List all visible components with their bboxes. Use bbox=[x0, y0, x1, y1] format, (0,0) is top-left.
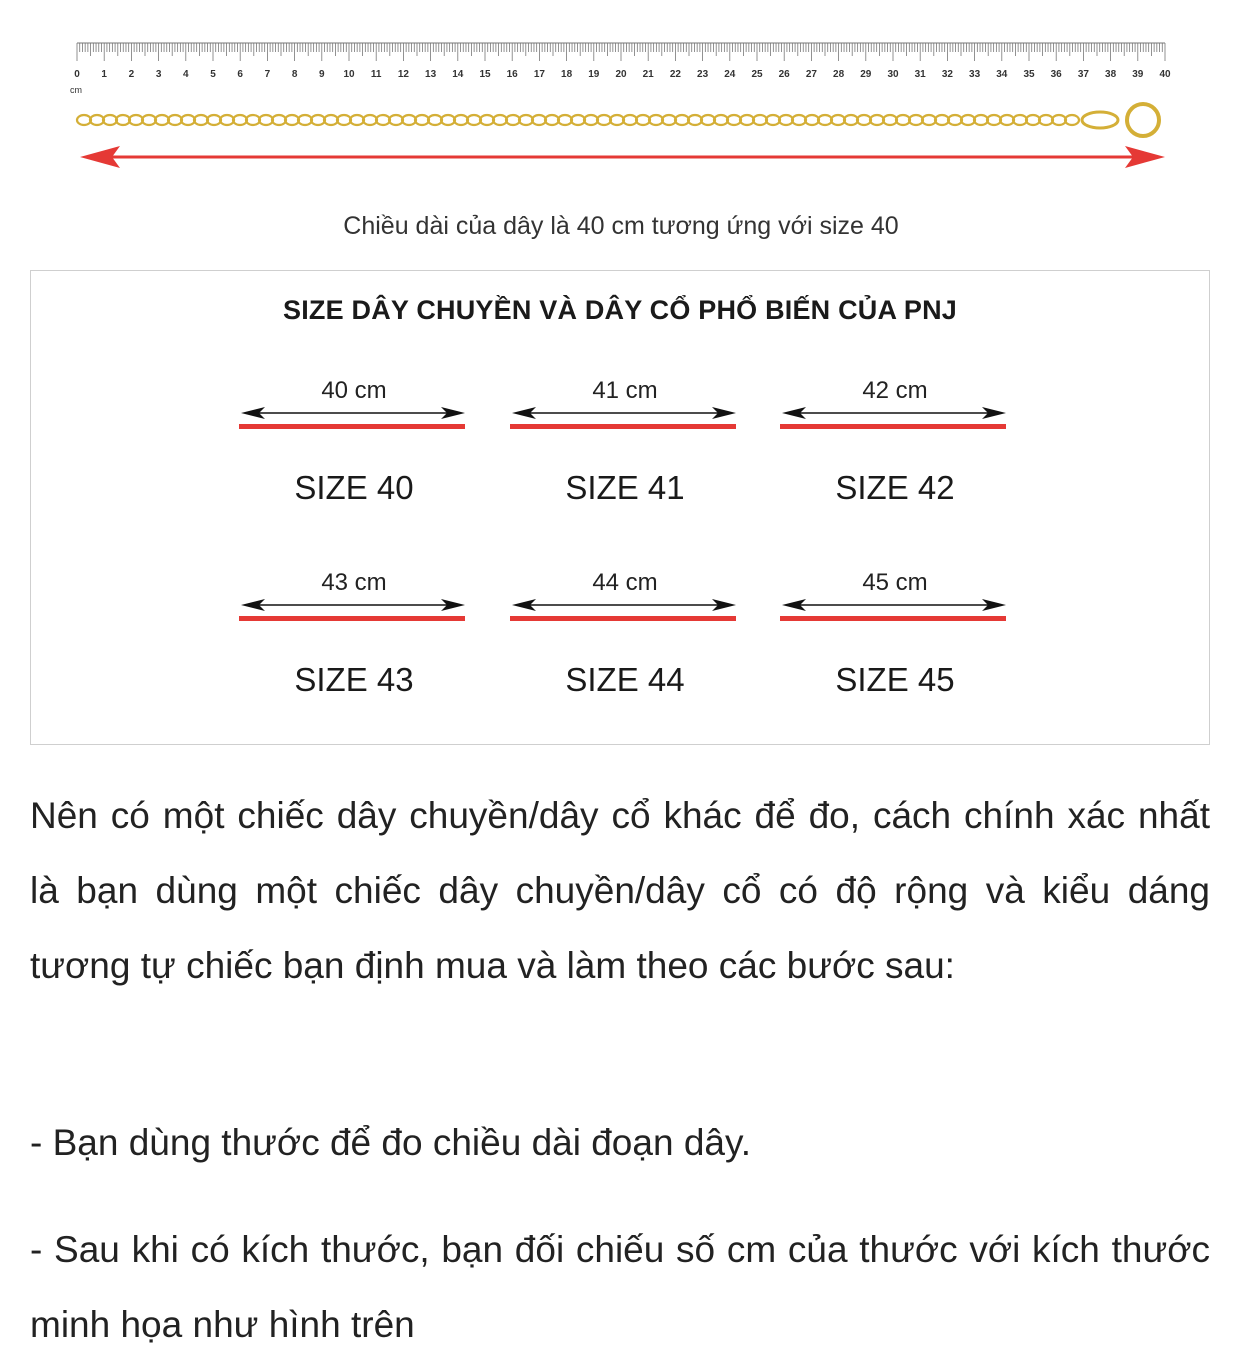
ruler-tick-label: 30 bbox=[887, 69, 899, 80]
ruler-tick-label: 40 bbox=[1159, 69, 1171, 80]
size-length: 40 cm bbox=[321, 377, 387, 404]
instruction-step-2: - Sau khi có kích thước, bạn đối chiếu số cm của thước với kích thước minh họa như hình trên bbox=[30, 1229, 1210, 1345]
ruler-tick-label: 33 bbox=[969, 69, 981, 80]
ruler-tick-label: 9 bbox=[319, 69, 325, 80]
gold-chain-image bbox=[77, 104, 1159, 136]
size-chart-panel bbox=[30, 270, 1210, 745]
size-length: 45 cm bbox=[862, 569, 928, 596]
ruler-tick-label: 20 bbox=[615, 69, 627, 80]
length-bar bbox=[510, 424, 736, 429]
size-item-43 bbox=[239, 569, 469, 709]
length-bar bbox=[780, 616, 1006, 621]
ruler-tick-label: 38 bbox=[1105, 69, 1117, 80]
chain-clasp bbox=[1127, 104, 1159, 136]
ruler-unit-label: cm bbox=[70, 85, 82, 95]
ruler-tick-label: 4 bbox=[183, 69, 189, 80]
length-arrow-icon bbox=[780, 597, 1010, 613]
ruler-tick-label: 27 bbox=[805, 69, 817, 80]
chain-connector bbox=[1082, 112, 1118, 128]
ruler-tick-label: 34 bbox=[996, 69, 1008, 80]
size-length: 41 cm bbox=[592, 377, 658, 404]
ruler-caption: Chiều dài của dây là 40 cm tương ứng với size 40 bbox=[343, 212, 899, 240]
ruler-ticks bbox=[77, 43, 1165, 61]
double-arrow-icon bbox=[80, 146, 1165, 168]
ruler-tick-label: 1 bbox=[101, 69, 107, 80]
length-arrow-icon bbox=[239, 405, 469, 421]
ruler-tick-label: 3 bbox=[155, 69, 162, 80]
ruler-labels bbox=[74, 69, 1171, 80]
size-item-42 bbox=[780, 377, 1010, 517]
ruler-tick-label: 17 bbox=[533, 69, 545, 80]
length-arrow-icon bbox=[780, 405, 1010, 421]
length-arrow-icon bbox=[510, 597, 740, 613]
size-label: SIZE 45 bbox=[835, 661, 955, 698]
size-item-45 bbox=[780, 569, 1010, 709]
size-length: 44 cm bbox=[592, 569, 658, 596]
size-length: 43 cm bbox=[321, 569, 387, 596]
size-label: SIZE 41 bbox=[565, 469, 685, 506]
instruction-paragraph: Nên có một chiếc dây chuyền/dây cổ khác để đo, cách chính xác nhất là bạn dùng một chiếc dây chuyền/dây cổ có độ rộng và kiểu dáng tương tự chiếc bạn định mua và làm theo các bước sau: bbox=[30, 795, 1210, 986]
size-label: SIZE 43 bbox=[294, 661, 414, 698]
instruction-step-1: - Bạn dùng thước để đo chiều dài đoạn dây. bbox=[30, 1122, 752, 1163]
ruler-tick-label: 13 bbox=[425, 69, 437, 80]
size-label: SIZE 40 bbox=[294, 469, 414, 506]
size-item-40 bbox=[239, 377, 469, 517]
ruler-tick-label: 26 bbox=[778, 69, 790, 80]
length-bar bbox=[239, 424, 465, 429]
ruler-tick-label: 8 bbox=[291, 69, 298, 80]
length-arrow-icon bbox=[239, 597, 469, 613]
size-chart-title: SIZE DÂY CHUYỀN VÀ DÂY CỔ PHỔ BIẾN CỦA PNJ bbox=[282, 295, 957, 325]
ruler-tick-label: 11 bbox=[370, 69, 382, 80]
ruler-tick-label: 5 bbox=[210, 69, 216, 80]
size-item-44 bbox=[510, 569, 740, 709]
size-label: SIZE 42 bbox=[835, 469, 955, 506]
ruler-tick-label: 28 bbox=[833, 69, 845, 80]
ruler-tick-label: 21 bbox=[642, 69, 654, 80]
ruler-tick-label: 0 bbox=[74, 69, 80, 80]
ruler-tick-label: 29 bbox=[860, 69, 872, 80]
ruler-tick-label: 35 bbox=[1023, 69, 1035, 80]
ruler-tick-label: 2 bbox=[128, 69, 135, 80]
length-arrow-icon bbox=[510, 405, 740, 421]
ruler-tick-label: 15 bbox=[479, 69, 491, 80]
size-item-41 bbox=[510, 377, 740, 517]
ruler-tick-label: 25 bbox=[751, 69, 763, 80]
length-bar bbox=[510, 616, 736, 621]
size-length: 42 cm bbox=[862, 377, 928, 404]
ruler-tick-label: 36 bbox=[1050, 69, 1062, 80]
ruler-tick-label: 16 bbox=[506, 69, 518, 80]
ruler-tick-label: 23 bbox=[697, 69, 709, 80]
ruler-tick-label: 24 bbox=[724, 69, 736, 80]
ruler-tick-label: 7 bbox=[264, 69, 271, 80]
ruler-tick-label: 39 bbox=[1132, 69, 1144, 80]
ruler-tick-label: 32 bbox=[941, 69, 953, 80]
ruler-tick-label: 12 bbox=[397, 69, 409, 80]
ruler-tick-label: 10 bbox=[343, 69, 355, 80]
ruler-tick-label: 18 bbox=[561, 69, 573, 80]
length-bar bbox=[780, 424, 1006, 429]
size-label: SIZE 44 bbox=[565, 661, 685, 698]
ruler-tick-label: 14 bbox=[452, 69, 464, 80]
ruler-tick-label: 19 bbox=[588, 69, 600, 80]
ruler-chain-figure bbox=[0, 0, 1242, 200]
length-bar bbox=[239, 616, 465, 621]
ruler-tick-label: 37 bbox=[1077, 69, 1089, 80]
ruler-tick-label: 6 bbox=[237, 69, 243, 80]
ruler-tick-label: 22 bbox=[669, 69, 681, 80]
ruler-tick-label: 31 bbox=[914, 69, 926, 80]
